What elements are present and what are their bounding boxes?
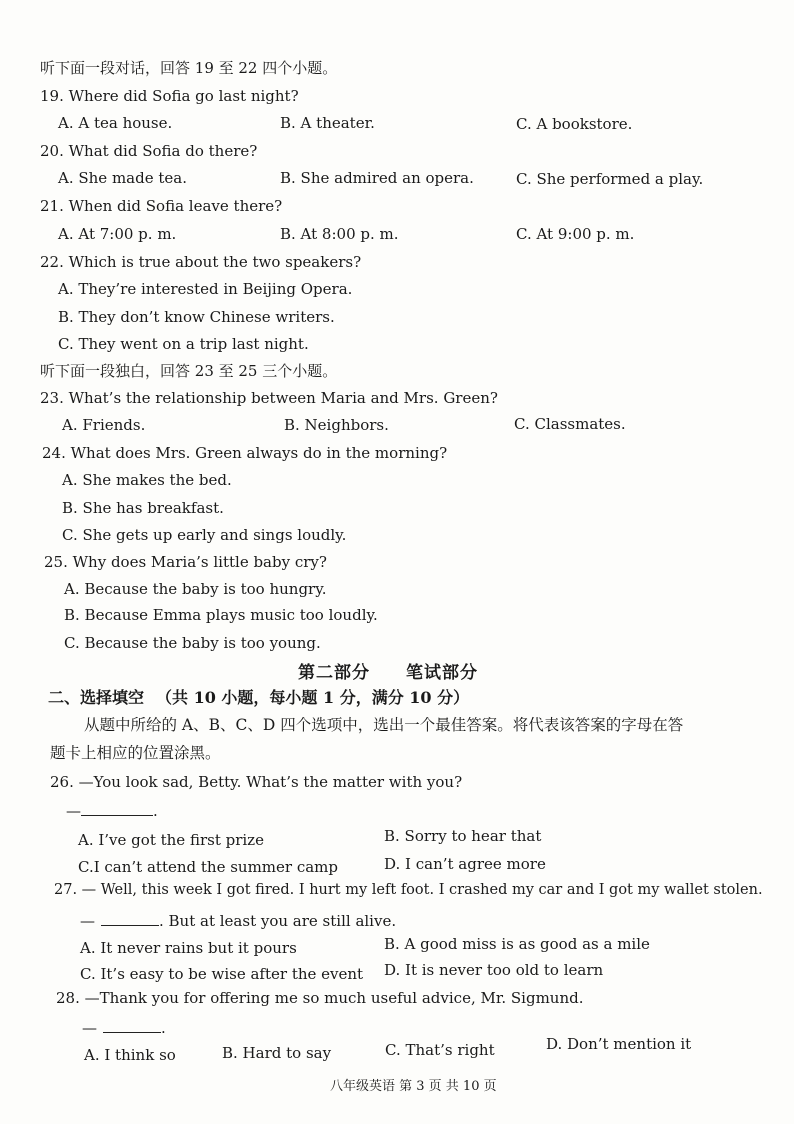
question-26-stem: 26. —You look sad, Betty. What’s the matter with you? bbox=[50, 773, 463, 791]
question-27-option-b[interactable]: B. A good miss is as good as a mile bbox=[384, 935, 650, 953]
question-21-stem: 21. When did Sofia leave there? bbox=[40, 197, 283, 215]
instructions-line-2: 题卡上相应的位置涂黑。 bbox=[50, 744, 221, 762]
question-24-stem: 24. What does Mrs. Green always do in the morning? bbox=[42, 444, 448, 462]
dash: — bbox=[80, 912, 95, 930]
question-28-stem: 28. —Thank you for offering me so much useful advice, Mr. Sigmund. bbox=[56, 989, 584, 1007]
question-20-stem: 20. What did Sofia do there? bbox=[40, 142, 258, 160]
question-25-option-a[interactable]: A. Because the baby is too hungry. bbox=[64, 580, 327, 598]
question-23-stem: 23. What’s the relationship between Maria and Mrs. Green? bbox=[40, 389, 498, 407]
part-two-title: 第二部分 笔试部分 bbox=[298, 663, 478, 683]
dash: — bbox=[66, 802, 81, 820]
question-20-option-a[interactable]: A. She made tea. bbox=[58, 169, 187, 187]
question-25-stem: 25. Why does Maria’s little baby cry? bbox=[44, 553, 327, 571]
question-22-option-a[interactable]: A. They’re interested in Beijing Opera. bbox=[58, 280, 353, 298]
question-19-stem: 19. Where did Sofia go last night? bbox=[40, 87, 299, 105]
section-heading: 二、选择填空 bbox=[48, 688, 145, 707]
answer-blank[interactable] bbox=[101, 911, 159, 926]
section-heading-row bbox=[48, 688, 469, 708]
question-20-option-c[interactable]: C. She performed a play. bbox=[516, 170, 704, 188]
question-26-option-b[interactable]: B. Sorry to hear that bbox=[384, 827, 542, 845]
dialogue-instructions: 听下面一段对话，回答 19 至 22 四个小题。 bbox=[40, 59, 338, 77]
answer-suffix: . bbox=[153, 802, 158, 820]
question-21-option-b[interactable]: B. At 8:00 p. m. bbox=[280, 225, 399, 243]
question-26-option-a[interactable]: A. I’ve got the first prize bbox=[78, 831, 264, 849]
question-19-option-a[interactable]: A. A tea house. bbox=[58, 114, 173, 132]
question-25-option-c[interactable]: C. Because the baby is too young. bbox=[64, 634, 321, 652]
question-22-option-b[interactable]: B. They don’t know Chinese writers. bbox=[58, 308, 335, 326]
question-21-option-c[interactable]: C. At 9:00 p. m. bbox=[516, 225, 635, 243]
question-23-option-a[interactable]: A. Friends. bbox=[62, 416, 146, 434]
question-20-option-b[interactable]: B. She admired an opera. bbox=[280, 169, 474, 187]
question-23-option-b[interactable]: B. Neighbors. bbox=[284, 416, 389, 434]
question-27-option-a[interactable]: A. It never rains but it pours bbox=[80, 939, 297, 957]
question-27-stem: 27. — Well, this week I got fired. I hurt my left foot. I crashed my car and I got my wallet stolen. bbox=[54, 882, 763, 898]
question-26-answer-line bbox=[66, 801, 158, 821]
dash: — bbox=[82, 1019, 97, 1037]
question-26-option-d[interactable]: D. I can’t agree more bbox=[384, 855, 546, 873]
question-27-option-c[interactable]: C. It’s easy to be wise after the event bbox=[80, 965, 364, 983]
section-scoring-note: （共 10 小题，每小题 1 分，满分 10 分） bbox=[156, 688, 470, 707]
question-19-option-b[interactable]: B. A theater. bbox=[280, 114, 375, 132]
question-28-option-a[interactable]: A. I think so bbox=[84, 1046, 176, 1064]
question-28-option-b[interactable]: B. Hard to say bbox=[222, 1044, 332, 1062]
answer-blank[interactable] bbox=[81, 801, 153, 816]
question-27-option-d[interactable]: D. It is never too old to learn bbox=[384, 961, 604, 979]
question-22-stem: 22. Which is true about the two speakers? bbox=[40, 253, 362, 271]
question-21-option-a[interactable]: A. At 7:00 p. m. bbox=[58, 225, 177, 243]
answer-suffix: . But at least you are still alive. bbox=[159, 912, 397, 930]
page-footer: 八年级英语 第 3 页 共 10 页 bbox=[330, 1079, 497, 1094]
instructions-line-1: 从题中所给的 A、B、C、D 四个选项中，选出一个最佳答案。将代表该答案的字母在答 bbox=[84, 716, 684, 734]
question-28-answer-line bbox=[82, 1018, 166, 1038]
question-22-option-c[interactable]: C. They went on a trip last night. bbox=[58, 335, 309, 353]
question-24-option-b[interactable]: B. She has breakfast. bbox=[62, 499, 224, 517]
question-23-option-c[interactable]: C. Classmates. bbox=[514, 415, 626, 433]
answer-suffix: . bbox=[161, 1019, 166, 1037]
question-24-option-c[interactable]: C. She gets up early and sings loudly. bbox=[62, 526, 347, 544]
question-28-option-c[interactable]: C. That’s right bbox=[385, 1041, 495, 1059]
question-24-option-a[interactable]: A. She makes the bed. bbox=[62, 471, 232, 489]
monologue-instructions: 听下面一段独白，回答 23 至 25 三个小题。 bbox=[40, 362, 338, 380]
question-26-option-c[interactable]: C.I can’t attend the summer camp bbox=[78, 858, 339, 876]
question-25-option-b[interactable]: B. Because Emma plays music too loudly. bbox=[64, 606, 378, 624]
question-28-option-d[interactable]: D. Don’t mention it bbox=[546, 1035, 692, 1053]
question-27-answer-line bbox=[80, 911, 396, 931]
question-19-option-c[interactable]: C. A bookstore. bbox=[516, 115, 633, 133]
answer-blank[interactable] bbox=[103, 1018, 161, 1033]
